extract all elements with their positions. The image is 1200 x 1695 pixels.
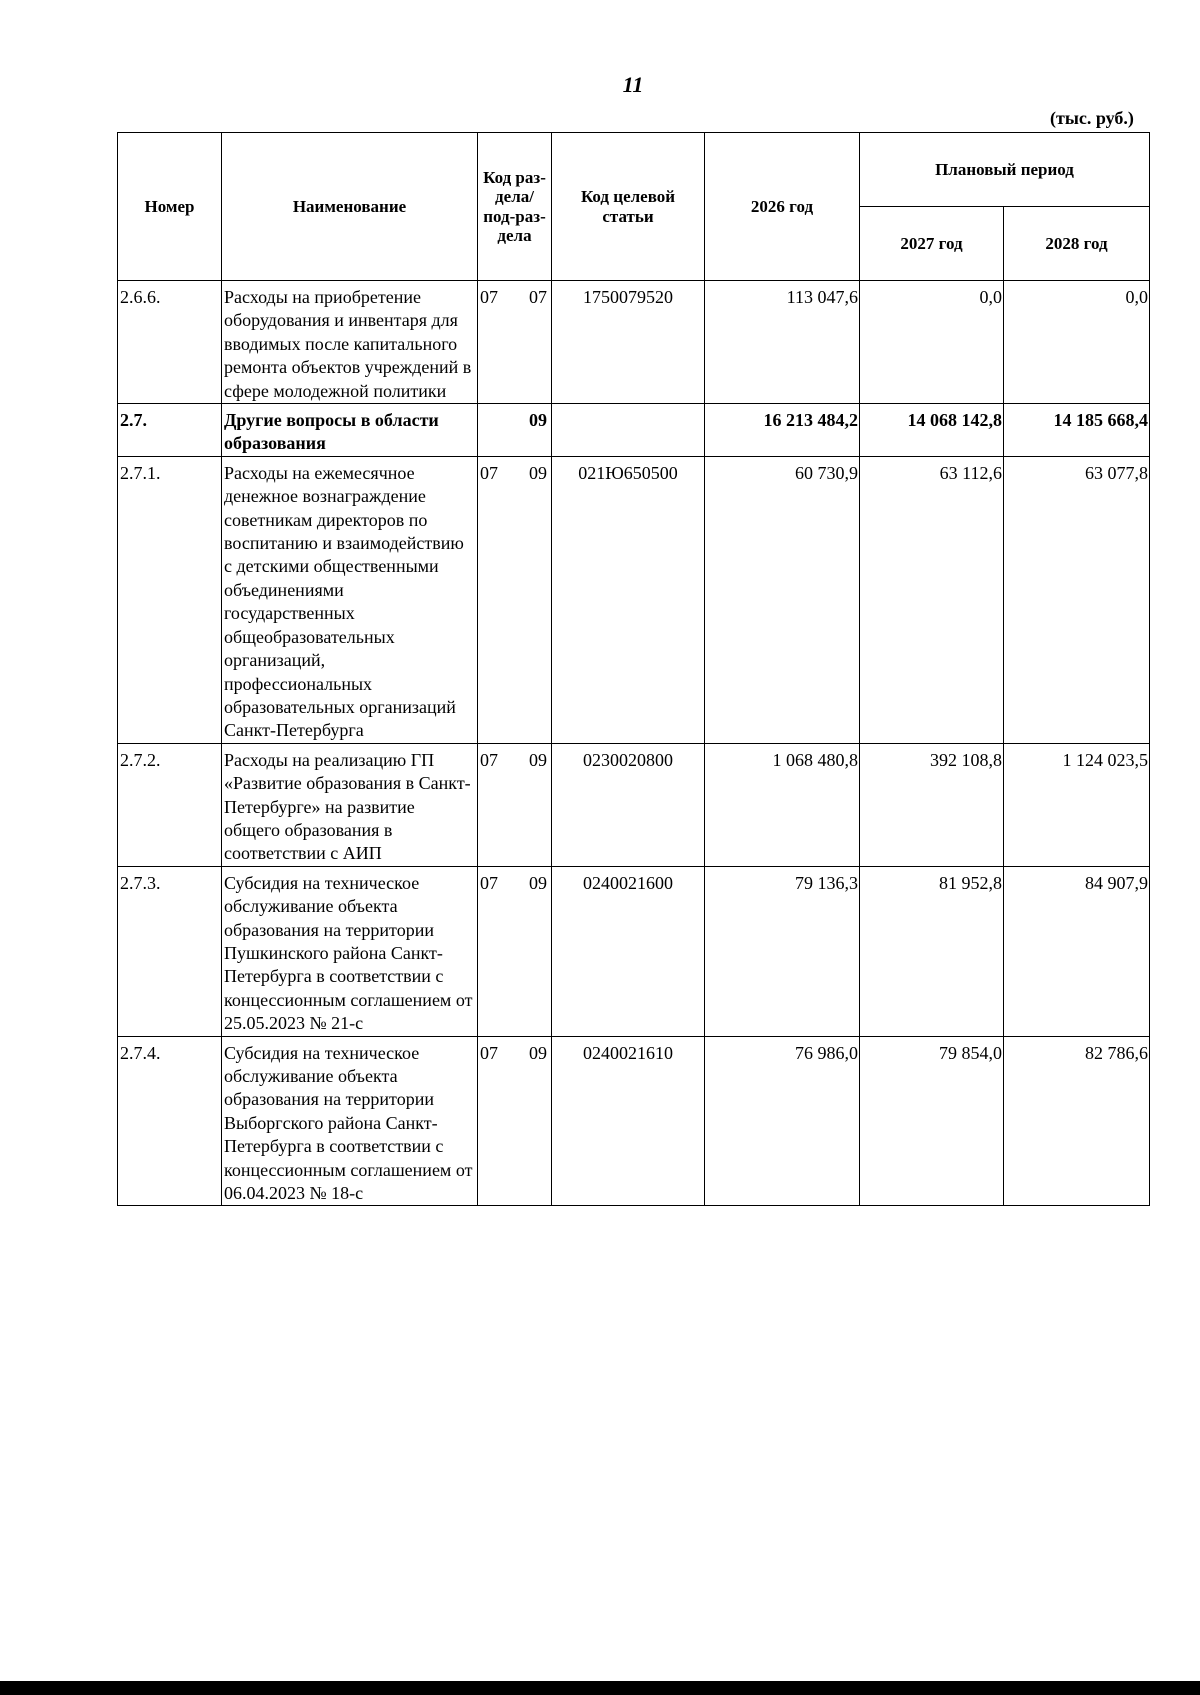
row-value-2028: 0,0 bbox=[1004, 281, 1150, 404]
row-value-2028: 1 124 023,5 bbox=[1004, 743, 1150, 866]
row-number: 2.7.2. bbox=[118, 743, 222, 866]
table-row bbox=[118, 281, 1150, 404]
row-section: 07 bbox=[480, 872, 498, 893]
row-section: 07 bbox=[480, 1042, 498, 1063]
row-value-2028: 14 185 668,4 bbox=[1004, 404, 1150, 457]
row-name: Расходы на приобретение оборудования и инвентаря для вводимых после капитального ремонта объектов учреждений в сфере молодежной политики bbox=[222, 281, 478, 404]
row-value-2027: 0,0 bbox=[860, 281, 1004, 404]
table-row bbox=[118, 404, 1150, 457]
units-label: (тыс. руб.) bbox=[1050, 108, 1134, 128]
row-number: 2.6.6. bbox=[118, 281, 222, 404]
row-target-code: 0230020800 bbox=[552, 743, 705, 866]
row-target-code: 1750079520 bbox=[552, 281, 705, 404]
row-section-code bbox=[478, 404, 552, 457]
row-name: Субсидия на техническое обслуживание объекта образования на территории Выборгского района Санкт-Петербурга в соответствии с концессионным соглашением от 06.04.2023 № 18-с bbox=[222, 1036, 478, 1206]
header-section-code: Код раз-дела/ под-раз-дела bbox=[478, 133, 552, 281]
row-value-2026: 76 986,0 bbox=[705, 1036, 860, 1206]
header-2027: 2027 год bbox=[860, 207, 1004, 281]
row-name: Другие вопросы в области образования bbox=[222, 404, 478, 457]
row-section: 07 bbox=[480, 462, 498, 483]
table-row bbox=[118, 743, 1150, 866]
row-value-2028: 63 077,8 bbox=[1004, 456, 1150, 743]
row-number: 2.7. bbox=[118, 404, 222, 457]
row-number: 2.7.1. bbox=[118, 456, 222, 743]
header-target-code: Код целевой статьи bbox=[552, 133, 705, 281]
row-target-code: 021Ю650500 bbox=[552, 456, 705, 743]
row-subsection: 09 bbox=[529, 462, 547, 483]
row-name: Субсидия на техническое обслуживание объекта образования на территории Пушкинского района Санкт-Петербурга в соответствии с концессионным соглашением от 25.05.2023 № 21-с bbox=[222, 866, 478, 1036]
row-section: 07 bbox=[480, 287, 498, 307]
row-section-code bbox=[478, 1036, 552, 1206]
header-planning-period: Плановый период bbox=[860, 133, 1150, 207]
scan-bottom-edge bbox=[0, 1681, 1200, 1695]
row-subsection: 09 bbox=[529, 749, 547, 770]
row-subsection: 09 bbox=[529, 410, 547, 431]
row-subsection: 09 bbox=[529, 872, 547, 893]
row-section-code bbox=[478, 281, 552, 404]
row-target-code: 0240021610 bbox=[552, 1036, 705, 1206]
row-value-2026: 79 136,3 bbox=[705, 866, 860, 1036]
row-number: 2.7.4. bbox=[118, 1036, 222, 1206]
row-section-code bbox=[478, 866, 552, 1036]
row-value-2026: 16 213 484,2 bbox=[705, 404, 860, 457]
budget-table bbox=[117, 132, 1150, 1206]
row-name: Расходы на ежемесячное денежное вознаграждение советникам директоров по воспитанию и взаимодействию с детскими общественными объединениями государственных общеобразовательных организаций, профессиональных образовательных организаций Санкт-Петербурга bbox=[222, 456, 478, 743]
row-value-2028: 82 786,6 bbox=[1004, 1036, 1150, 1206]
row-value-2027: 14 068 142,8 bbox=[860, 404, 1004, 457]
row-subsection: 07 bbox=[529, 287, 547, 307]
table-row bbox=[118, 1036, 1150, 1206]
page-number: 11 bbox=[622, 72, 644, 97]
row-target-code: 0240021600 bbox=[552, 866, 705, 1036]
row-value-2026: 60 730,9 bbox=[705, 456, 860, 743]
row-name: Расходы на реализацию ГП «Развитие образования в Санкт-Петербурге» на развитие общего образования в соответствии с АИП bbox=[222, 743, 478, 866]
row-section: 07 bbox=[480, 749, 498, 770]
row-value-2027: 81 952,8 bbox=[860, 866, 1004, 1036]
row-value-2026: 113 047,6 bbox=[705, 281, 860, 404]
row-value-2027: 63 112,6 bbox=[860, 456, 1004, 743]
row-number: 2.7.3. bbox=[118, 866, 222, 1036]
table-row bbox=[118, 866, 1150, 1036]
row-target-code bbox=[552, 404, 705, 457]
row-value-2027: 79 854,0 bbox=[860, 1036, 1004, 1206]
table-body bbox=[118, 281, 1150, 1206]
header-number: Номер bbox=[118, 133, 222, 281]
header-name: Наименование bbox=[222, 133, 478, 281]
row-section-code bbox=[478, 456, 552, 743]
row-value-2026: 1 068 480,8 bbox=[705, 743, 860, 866]
row-section-code bbox=[478, 743, 552, 866]
header-2028: 2028 год bbox=[1004, 207, 1150, 281]
table-row bbox=[118, 456, 1150, 743]
row-value-2027: 392 108,8 bbox=[860, 743, 1004, 866]
row-value-2028: 84 907,9 bbox=[1004, 866, 1150, 1036]
header-2026: 2026 год bbox=[705, 133, 860, 281]
row-subsection: 09 bbox=[529, 1042, 547, 1063]
